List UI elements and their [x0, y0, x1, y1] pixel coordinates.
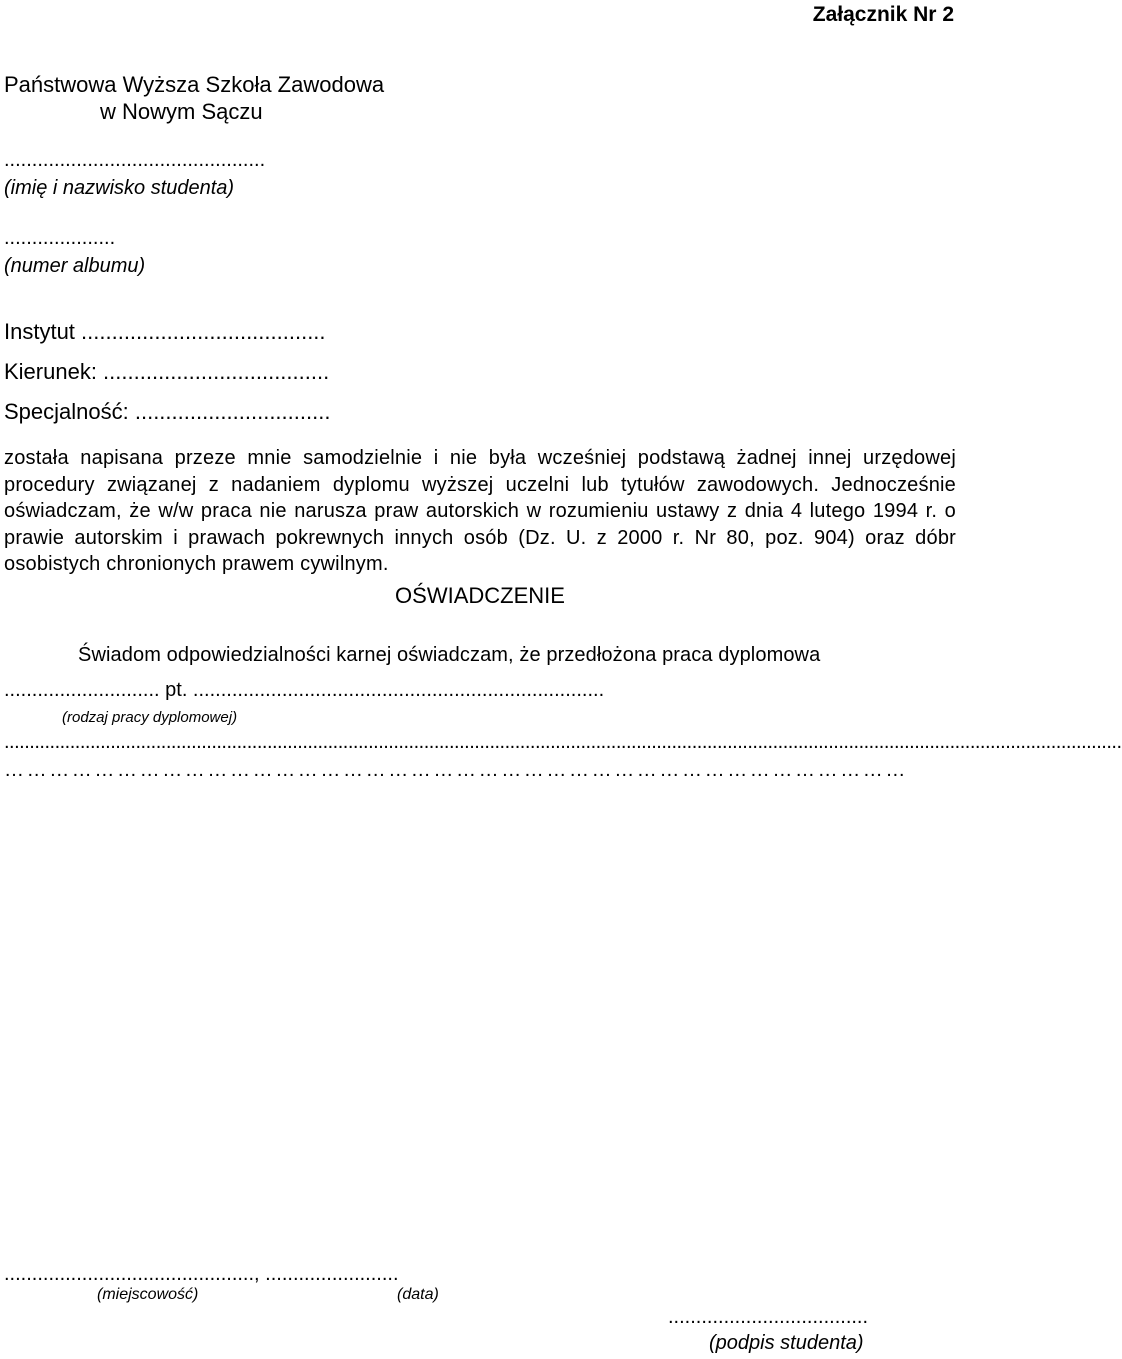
album-number-caption: (numer albumu) [4, 255, 146, 277]
date-caption: (data) [397, 1286, 439, 1303]
student-name-field: ............................................... [4, 149, 266, 171]
institution-city: w Nowym Sączu [100, 99, 263, 124]
album-number-field: .................... [4, 227, 116, 249]
thesis-title-dots-2: ………………………………………………………………………………………………………… [4, 759, 908, 781]
signature-caption: (podpis studenta) [709, 1332, 864, 1354]
specialty-field: Specjalność: ................................ [4, 399, 331, 424]
statement-intro: Świadom odpowiedzialności karnej oświadczam, że przedłożona praca dyplomowa [78, 644, 821, 666]
direction-field: Kierunek: ..................................... [4, 359, 330, 384]
place-caption: (miejscowość) [97, 1286, 199, 1303]
signature-field: .................................... [668, 1306, 869, 1328]
place-date-field: ............................................., ........................ [4, 1263, 399, 1285]
institution-name: Państwowa Wyższa Szkoła Zawodowa [4, 72, 385, 97]
document-title: OŚWIADCZENIE [395, 583, 565, 608]
thesis-title-dots-1: ............................................................................................................................................................................................................................. [4, 731, 1122, 753]
student-name-caption: (imię i nazwisko studenta) [4, 177, 235, 199]
statement-body: została napisana przeze mnie samodzielnie i nie była wcześniej podstawą żadnej innej urzędowej procedury związanej z nadaniem dyplomu wyższej uczelni lub tytułów zawodowych. Jednocześnie oświadczam, że w/w praca nie narusza praw autorskich w rozumieniu ustawy z dnia 4 lutego 1994 r. o prawie autorskim i prawach pokrewnych innych osób (Dz. U. z 2000 r. Nr 80, poz. 904) oraz dóbr osobistych chronionych prawem cywilnym. [4, 447, 956, 575]
thesis-type-line: ............................ pt. .......................................................................... [4, 679, 605, 701]
annex-label: Załącznik Nr 2 [812, 3, 954, 26]
thesis-type-caption: (rodzaj pracy dyplomowej) [62, 709, 238, 726]
institute-field: Instytut ........................................ [4, 319, 326, 344]
